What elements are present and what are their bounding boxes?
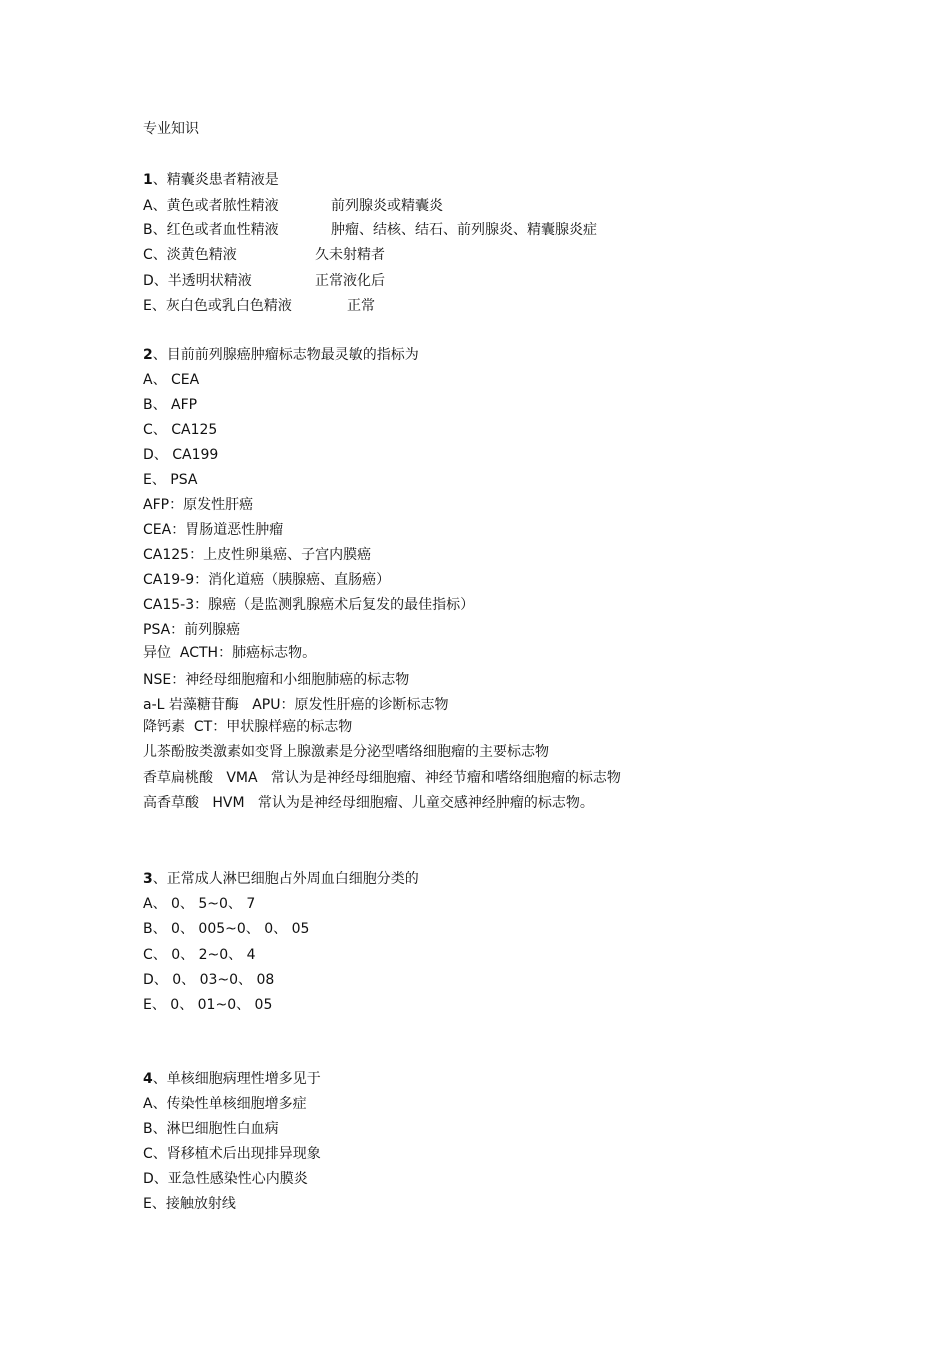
option-text: D、半透明状精液 — [143, 273, 252, 289]
question-stem — [143, 346, 419, 364]
option-explanation: 正常液化后 — [315, 273, 385, 289]
option-c: C、 CA125 — [143, 422, 218, 438]
question-number: 1 — [143, 172, 153, 188]
note-line: a-L 岩藻糖苷酶 APU：原发性肝癌的诊断标志物 — [143, 697, 449, 713]
question-stem — [143, 171, 279, 189]
note-line: NSE：神经母细胞瘤和小细胞肺癌的标志物 — [143, 672, 410, 688]
question-text: 、正常成人淋巴细胞占外周血白细胞分类的 — [152, 871, 419, 887]
note-line: 高香草酸 HVM 常认为是神经母细胞瘤、儿童交感神经肿瘤的标志物。 — [143, 795, 594, 811]
note-line: 儿茶酚胺类激素如变肾上腺激素是分泌型嗜络细胞瘤的主要标志物 — [143, 744, 549, 760]
note-line: CA19-9：消化道癌（胰腺癌、直肠癌） — [143, 572, 391, 588]
option-explanation: 肿瘤、结核、结石、前列腺炎、精囊腺炎症 — [331, 222, 597, 238]
note-line: CA15-3：腺癌（是监测乳腺癌术后复发的最佳指标） — [143, 597, 475, 613]
option-e: E、 PSA — [143, 472, 198, 488]
question-stem — [143, 1070, 321, 1088]
question-text: 、精囊炎患者精液是 — [152, 172, 279, 188]
question-text: 、单核细胞病理性增多见于 — [152, 1071, 321, 1087]
note-line: CEA：胃肠道恶性肿瘤 — [143, 522, 284, 538]
option-a: A、 0、 5~0、 7 — [143, 896, 256, 912]
note-line: PSA：前列腺癌 — [143, 622, 241, 638]
option-e: E、 0、 01~0、 05 — [143, 997, 273, 1013]
answer-row — [143, 221, 597, 239]
option-b: B、淋巴细胞性白血病 — [143, 1121, 279, 1137]
option-b: B、 0、 005~0、 0、 05 — [143, 921, 310, 937]
question-stem — [143, 870, 419, 888]
note-line: 异位 ACTH：肺癌标志物。 — [143, 645, 317, 661]
option-d: D、 CA199 — [143, 447, 219, 463]
answer-row — [143, 246, 385, 264]
option-text: B、红色或者血性精液 — [143, 222, 279, 238]
option-b: B、 AFP — [143, 397, 198, 413]
note-line: AFP：原发性肝癌 — [143, 497, 254, 513]
question-number: 4 — [143, 1071, 153, 1087]
option-a: A、 CEA — [143, 372, 200, 388]
answer-row — [143, 272, 385, 290]
option-text: C、淡黄色精液 — [143, 247, 237, 263]
option-text: E、灰白色或乳白色精液 — [143, 298, 292, 314]
note-line: 降钙素 CT：甲状腺样癌的标志物 — [143, 719, 353, 735]
answer-row — [143, 297, 375, 315]
note-line: 香草扁桃酸 VMA 常认为是神经母细胞瘤、神经节瘤和嗜络细胞瘤的标志物 — [143, 770, 621, 786]
question-number: 3 — [143, 871, 153, 887]
option-explanation: 前列腺炎或精囊炎 — [331, 198, 443, 214]
option-explanation: 久未射精者 — [315, 247, 385, 263]
option-explanation: 正常 — [347, 298, 375, 314]
option-d: D、 0、 03~0、 08 — [143, 972, 275, 988]
option-a: A、传染性单核细胞增多症 — [143, 1096, 307, 1112]
question-text: 、目前前列腺癌肿瘤标志物最灵敏的指标为 — [152, 347, 419, 363]
option-c: C、肾移植术后出现排异现象 — [143, 1146, 321, 1162]
document-title: 专业知识 — [143, 121, 199, 137]
answer-row — [143, 197, 443, 215]
note-line: CA125：上皮性卵巢癌、子宫内膜癌 — [143, 547, 372, 563]
question-number: 2 — [143, 347, 153, 363]
option-text: A、黄色或者脓性精液 — [143, 198, 279, 214]
option-e: E、接触放射线 — [143, 1196, 236, 1212]
option-d: D、亚急性感染性心内膜炎 — [143, 1171, 308, 1187]
option-c: C、 0、 2~0、 4 — [143, 947, 256, 963]
